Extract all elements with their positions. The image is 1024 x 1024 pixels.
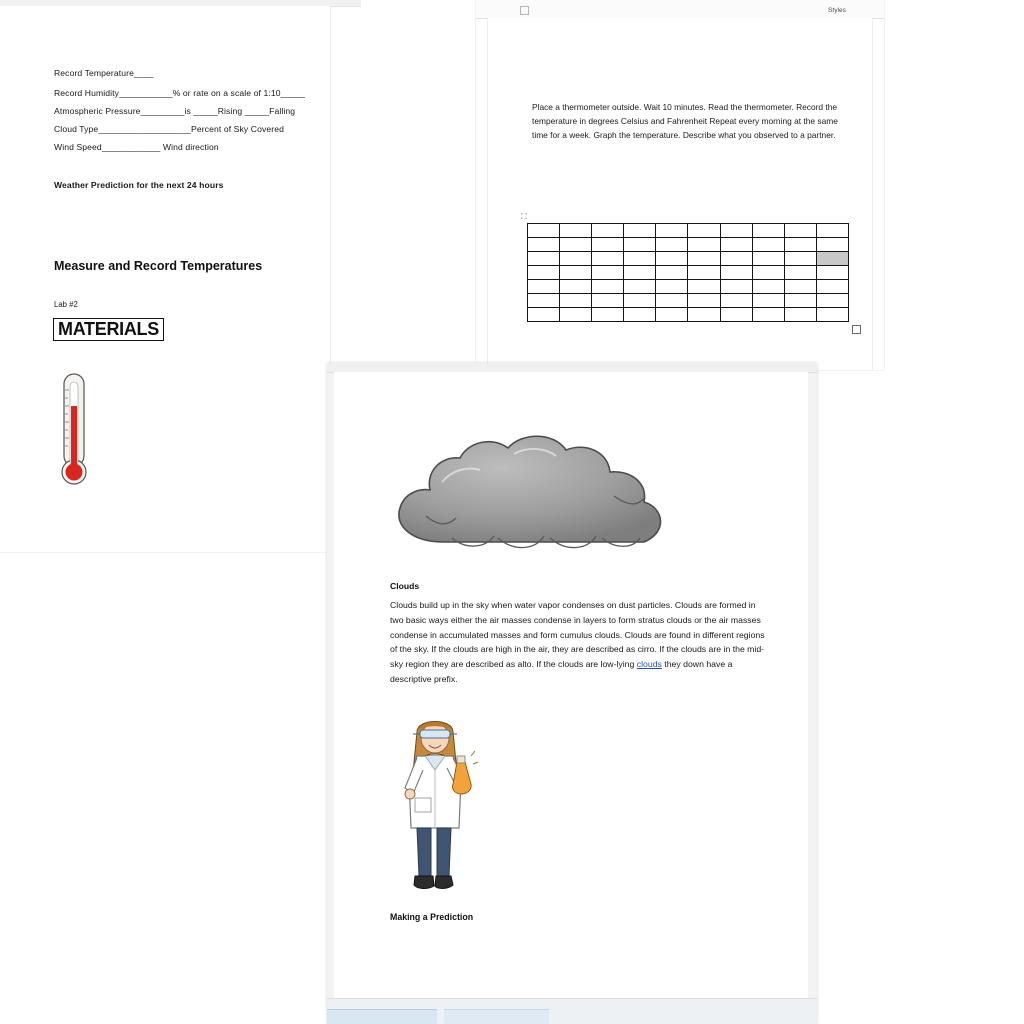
materials-wordart-text: MATERIALS [58,319,159,339]
dialog-launcher-icon[interactable] [520,6,529,15]
clouds-paragraph [390,598,765,687]
page-canvas-clouds [334,372,808,999]
clouds-paragraph-part2: they down have a descriptive prefix. [390,659,733,684]
table-row[interactable] [528,252,849,266]
worksheet-line-humidity: Record Humidity___________% or rate on a scale of 1:10_____ [54,88,305,98]
materials-wordart [53,318,164,341]
page-canvas-activity [488,18,872,370]
page-canvas-worksheet [0,6,330,552]
table-row[interactable] [528,266,849,280]
activity-paragraph: Place a thermometer outside. Wait 10 minutes. Read the thermometer. Record the temperature in degrees Celsius and Fahrenheit Repeat every morning at the same time for a week. Graph the temperature. Describe what you observed to a partner. [532,102,838,141]
table-row[interactable] [528,308,849,322]
taskbar-item-2[interactable] [444,1009,549,1024]
window-bottom-bar [327,998,817,1024]
worksheet-heading: Measure and Record Temperatures [54,259,263,273]
table-cell-selected[interactable] [816,252,848,266]
table-row[interactable] [528,238,849,252]
temperature-data-table[interactable] [527,223,849,322]
document-window-clouds[interactable] [327,363,817,1024]
worksheet-line-prediction: Weather Prediction for the next 24 hours [54,180,224,190]
prediction-heading: Making a Prediction [390,912,474,922]
clouds-heading: Clouds [390,581,420,591]
worksheet-lab-label: Lab #2 [54,300,78,309]
taskbar-item-1[interactable] [327,1009,437,1024]
table-row[interactable] [528,294,849,308]
document-window-worksheet[interactable] [0,0,330,552]
worksheet-line-cloud-type: Cloud Type___________________Percent of Sky Covered [54,124,284,134]
worksheet-line-wind: Wind Speed____________ Wind direction [54,142,219,152]
ribbon-strip[interactable] [476,0,884,19]
cloud-illustration [382,430,677,570]
document-window-thermometer-activity[interactable] [476,0,884,370]
clouds-paragraph-part1: Clouds build up in the sky when water vapor condenses on dust particles. Clouds are formed in two basic ways either the air masses condense in layers to form stratus clouds or the air masses condense in accumulated masses and form cumulus clouds. Clouds are found in different regions of the sky. If the clouds are high in the air, they are described as cirro. If the clouds are in the mid-sky region they are described as alto. If the clouds are low-lying [390,600,765,670]
table-row[interactable] [528,224,849,238]
worksheet-line-pressure: Atmospheric Pressure_________is _____Rising _____Falling [54,106,296,116]
data-table-wrapper[interactable] [521,212,852,322]
clouds-hyperlink[interactable]: clouds [636,659,662,670]
table-resize-handle-icon[interactable] [852,325,861,334]
table-move-handle-icon[interactable]: ⛶ [521,212,527,221]
scientist-illustration [387,710,483,902]
table-row[interactable] [528,280,849,294]
thermometer-icon [52,372,96,490]
ribbon-group-styles-label: Styles [828,7,846,14]
worksheet-line-temperature: Record Temperature____ [54,68,154,78]
